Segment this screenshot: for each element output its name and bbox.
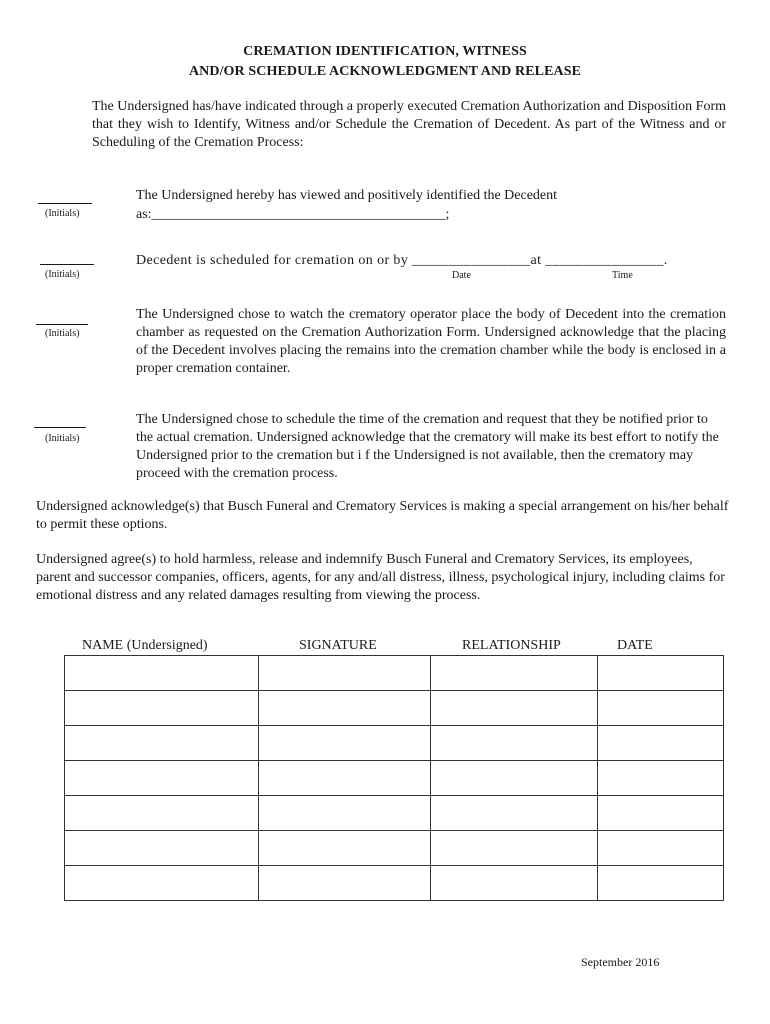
relationship-cell[interactable] xyxy=(431,761,598,796)
signature-cell[interactable] xyxy=(258,691,431,726)
item-4-text: The Undersigned chose to schedule the time of the cremation and request that they be notified prior to the actual cremation. Undersigned acknowledge that the crematory will make its best effort to notify the Undersigned prior to the cremation but i f the Undersigned is not available, then the crematory may proceed with the cremation process. xyxy=(136,412,719,481)
table-row xyxy=(65,656,724,691)
signature-cell[interactable] xyxy=(258,831,431,866)
name-cell[interactable] xyxy=(65,656,259,691)
footer-date: September 2016 xyxy=(581,955,660,969)
title-line-1: CREMATION IDENTIFICATION, WITNESS xyxy=(243,44,527,59)
signature-cell[interactable] xyxy=(258,796,431,831)
table-row xyxy=(65,691,724,726)
title-line-2: AND/OR SCHEDULE ACKNOWLEDGMENT AND RELEASE xyxy=(188,64,582,79)
item-1-line-1: The Undersigned hereby has viewed and positively identified the Decedent xyxy=(136,188,558,203)
table-row xyxy=(65,866,724,901)
name-cell[interactable] xyxy=(65,761,259,796)
name-cell[interactable] xyxy=(65,831,259,866)
date-cell[interactable] xyxy=(598,656,724,691)
date-cell[interactable] xyxy=(598,726,724,761)
relationship-cell[interactable] xyxy=(431,866,598,901)
intro-paragraph: The Undersigned has/have indicated through a properly executed Cremation Authorization and Disposition Form that they wish to Identify, Witness and/or Schedule the Cremation of Decedent. As part of the Witness and or Scheduling of the Cremation Process: xyxy=(92,99,726,150)
col-header-relationship: RELATIONSHIP xyxy=(462,638,561,653)
item-1-line-2: as:__________________________________________; xyxy=(136,207,450,222)
table-row xyxy=(65,726,724,761)
date-cell[interactable] xyxy=(598,691,724,726)
initials-label-2: (Initials) xyxy=(45,269,80,280)
col-header-name: NAME (Undersigned) xyxy=(82,638,208,653)
time-label: Time xyxy=(612,270,633,281)
signature-cell[interactable] xyxy=(258,761,431,796)
relationship-cell[interactable] xyxy=(431,831,598,866)
col-header-signature: SIGNATURE xyxy=(299,638,377,653)
initials-line-2[interactable] xyxy=(40,264,94,265)
table-row xyxy=(65,796,724,831)
relationship-cell[interactable] xyxy=(431,726,598,761)
relationship-cell[interactable] xyxy=(431,796,598,831)
initials-label-3: (Initials) xyxy=(45,328,80,339)
table-row xyxy=(65,761,724,796)
date-cell[interactable] xyxy=(598,796,724,831)
initials-label-4: (Initials) xyxy=(45,433,80,444)
col-header-date: DATE xyxy=(617,638,653,653)
initials-line-3[interactable] xyxy=(36,324,88,325)
date-label: Date xyxy=(452,270,471,281)
release-paragraph: Undersigned agree(s) to hold harmless, release and indemnify Busch Funeral and Crematory Services, its employees, parent and successor companies, officers, agents, for any and/all distress, illness, psychological injury, including claims for emotional distress and any related damages resulting from viewing the process. xyxy=(36,552,725,603)
relationship-cell[interactable] xyxy=(431,691,598,726)
signature-cell[interactable] xyxy=(258,726,431,761)
name-cell[interactable] xyxy=(65,796,259,831)
table-row xyxy=(65,831,724,866)
name-cell[interactable] xyxy=(65,691,259,726)
initials-line-4[interactable] xyxy=(34,427,86,428)
relationship-cell[interactable] xyxy=(431,656,598,691)
date-cell[interactable] xyxy=(598,761,724,796)
date-cell[interactable] xyxy=(598,866,724,901)
date-cell[interactable] xyxy=(598,831,724,866)
name-cell[interactable] xyxy=(65,866,259,901)
item-3-text: The Undersigned chose to watch the crematory operator place the body of Decedent into the cremation chamber as requested on the Cremation Authorization Form. Undersigned acknowledge that the placing of the Decedent involves placing the remains into the cremation chamber while the body is enclosed in a proper cremation container. xyxy=(136,307,726,376)
signature-cell[interactable] xyxy=(258,656,431,691)
initials-label-1: (Initials) xyxy=(45,208,80,219)
signature-table xyxy=(64,655,724,901)
item-2-text: Decedent is scheduled for cremation on or by ________________at ________________. xyxy=(136,253,668,268)
acknowledge-paragraph: Undersigned acknowledge(s) that Busch Funeral and Crematory Services is making a special arrangement on his/her behalf to permit these options. xyxy=(36,499,729,532)
initials-line-1[interactable] xyxy=(38,203,92,204)
signature-cell[interactable] xyxy=(258,866,431,901)
name-cell[interactable] xyxy=(65,726,259,761)
